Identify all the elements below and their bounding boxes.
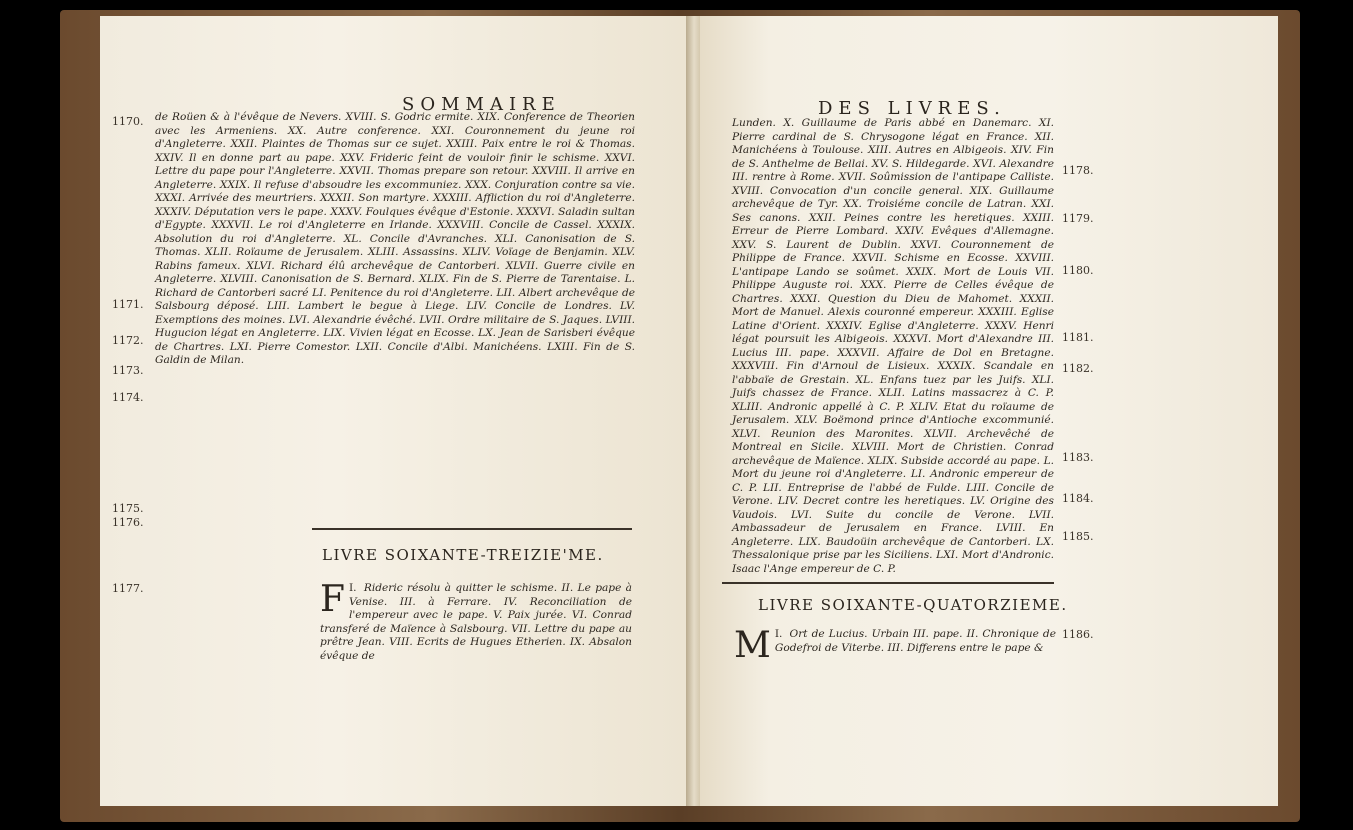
section-rule-right — [722, 582, 1054, 584]
year-1184: 1184. — [1062, 492, 1094, 505]
summary-text-right: Lunden. X. Guillaume de Paris abbé en Danemarc. XI. Pierre cardinal de S. Chrysogone légat en France. XII. Manichéens à Toulouse. XIII. Autres en Albigeois. XIV. Fin de S. Anthelme de Bellai. XV. S. Hildegarde. XVI. Alexandre III. rentre à Rome. XVII. Soûmission de l'antipape Calliste. XVIII. Convocation d'un concile general. XIX. Guillaume archevêque de Tyr. XX. Troisiéme concile de Latran. XXI. Ses canons. XXII. Peines contre les heretiques. XXIII. Erreur de Pierre Lombard. XXIV. Evêques d'Allemagne. XXV. S. Laurent de Dublin. XXVI. Couronnement de Philippe de France. XXVII. Schisme en Ecosse. XXVIII. L'antipape Lando se soûmet. XXIX. Mort de Louis VII. Philippe Auguste roi. XXX. Pierre de Celles évêque de Chartres. XXXI. Question du Dieu de Mahomet. XXXII. Mort de Manuel. Alexis couronné empereur. XXXIII. Eglise Latine d'Orient. XXXIV. Eglise d'Angleterre. XXXV. Henri légat poursuit les Albigeois. XXXVI. Mort d'Alexandre III. Lucius III. pape. XXXVII. Affaire de Dol en Bretagne. XXXVIII. Fin d'Arnoul de Lisieux. XXXIX. Scandale en l'abbaïe de Grestain. XL. Enfans tuez par les Juifs. XLI. Juifs chassez de France. XLII. Latins massacrez à C. P. XLIII. Andronic appellé à C. P. XLIV. Etat du roïaume de Jerusalem. XLV. Boëmond prince d'Antioche excommunié. XLVI. Reunion des Maronites. XLVII. Archevêché de Montreal en Sicile. XLVIII. Mort de Christien. Conrad archevêque de Maïence. XLIX. Subside accordé au pape. L. Mort du jeune roi d'Angleterre. LI. Andronic empereur de C. P. LII. Entreprise de l'abbé de Fulde. LIII. Concile de Verone. LIV. Decret contre les heretiques. LV. Origine des Vaudois. LVI. Suite du concile de Verone. LVII. Ambassadeur de Jerusalem en France. LVIII. En Angleterre. LIX. Baudoüin archevêque de Cantorberi. LX. Thessalonique prise par les Siciliens. LXI. Mort d'Andronic. Isaac l'Ange empereur de C. P. — [732, 117, 1054, 575]
page-heading-sommaire: SOMMAIRE — [402, 94, 561, 115]
year-1173: 1173. — [112, 364, 144, 377]
book-text: Ort de Lucius. Urbain III. pape. II. Chronique de Godefroi de Viterbe. III. Differens entre le pape & — [774, 628, 1056, 654]
book-title-74: LIVRE SOIXANTE-QUATORZIEME. — [758, 596, 1068, 614]
year-1177: 1177. — [112, 582, 144, 595]
section-rule — [312, 528, 632, 530]
book-text: Rideric résolu à quitter le schisme. II. Le pape à Venise. III. à Ferrare. IV. Reconciliation de l'empereur avec le pape. V. Paix jurée. VI. Conrad transferé de Maïence à Salsbourg. VII. Lettre du pape au prêtre Jean. VIII. Ecrits de Hugues Etherien. IX. Absalon évêque de — [320, 582, 632, 662]
year-1181: 1181. — [1062, 331, 1094, 344]
page-heading-des-livres: DES LIVRES. — [818, 98, 1006, 119]
item-number: I. — [774, 628, 783, 640]
year-1186: 1186. — [1062, 628, 1094, 641]
year-1170: 1170. — [112, 115, 144, 128]
book-summary-73 — [320, 579, 632, 663]
book-summary-74 — [734, 625, 1056, 666]
left-page — [100, 16, 688, 806]
year-1175: 1175. — [112, 502, 144, 515]
year-1182: 1182. — [1062, 362, 1094, 375]
year-1180: 1180. — [1062, 264, 1094, 277]
right-page — [700, 16, 1278, 806]
year-1176: 1176. — [112, 516, 144, 529]
year-1178: 1178. — [1062, 164, 1094, 177]
year-1172: 1172. — [112, 334, 144, 347]
dropcap-letter: M — [734, 625, 771, 666]
summary-text-left: de Roüen & à l'évêque de Nevers. XVIII. S. Godric ermite. XIX. Conference de Theorien avec les Armeniens. XX. Autre conference. XXI. Couronnement du jeune roi d'Angleterre. XXII. Plaintes de Thomas sur ce sujet. XXIII. Paix entre le roi & Thomas. XXIV. Il en donne part au pape. XXV. Frideric feint de vouloir finir le schisme. XXVI. Lettre du pape pour l'Angleterre. XXVII. Thomas prepare son retour. XXVIII. Il arrive en Angleterre. XXIX. Il refuse d'absoudre les excommuniez. XXX. Conjuration contre sa vie. XXXI. Arrivée des meurtriers. XXXII. Son martyre. XXXIII. Affliction du roi d'Angleterre. XXXIV. Députation vers le pape. XXXV. Foulques évêque d'Estonie. XXXVI. Saladin sultan d'Egypte. XXXVII. Le roi d'Angleterre en Irlande. XXXVIII. Concile de Cassel. XXXIX. Absolution du roi d'Angleterre. XL. Concile d'Avranches. XLI. Canonisation de S. Thomas. XLII. Roïaume de Jerusalem. XLIII. Assassins. XLIV. Voïage de Benjamin. XLV. Rabins fameux. XLVI. Richard élû archevêque de Cantorberi. XLVII. Guerre civile en Angleterre. XLVIII. Canonisation de S. Bernard. XLIX. Fin de S. Pierre de Tarentaise. L. Richard de Cantorberi sacré LI. Penitence du roi d'Angleterre. LII. Albert archevêque de Salsbourg déposé. LIII. Lambert le begue à Liege. LIV. Concile de Londres. LV. Exemptions des moines. LVI. Alexandrie évêché. LVII. Ordre militaire de S. Jaques. LVIII. Hugucion légat en Angleterre. LIX. Vivien légat en Ecosse. LX. Jean de Sarisberi évêque de Chartres. LXI. Pierre Comestor. LXII. Concile d'Albi. Manichéens. LXIII. Fin de S. Galdin de Milan. — [155, 111, 635, 366]
dropcap-letter: F — [320, 579, 345, 620]
year-1185: 1185. — [1062, 530, 1094, 543]
year-1179: 1179. — [1062, 212, 1094, 225]
book-title-73: LIVRE SOIXANTE-TREIZIE'ME. — [322, 546, 604, 564]
year-1183: 1183. — [1062, 451, 1094, 464]
year-1174: 1174. — [112, 391, 144, 404]
year-1171: 1171. — [112, 298, 144, 311]
item-number: I. — [348, 582, 357, 594]
